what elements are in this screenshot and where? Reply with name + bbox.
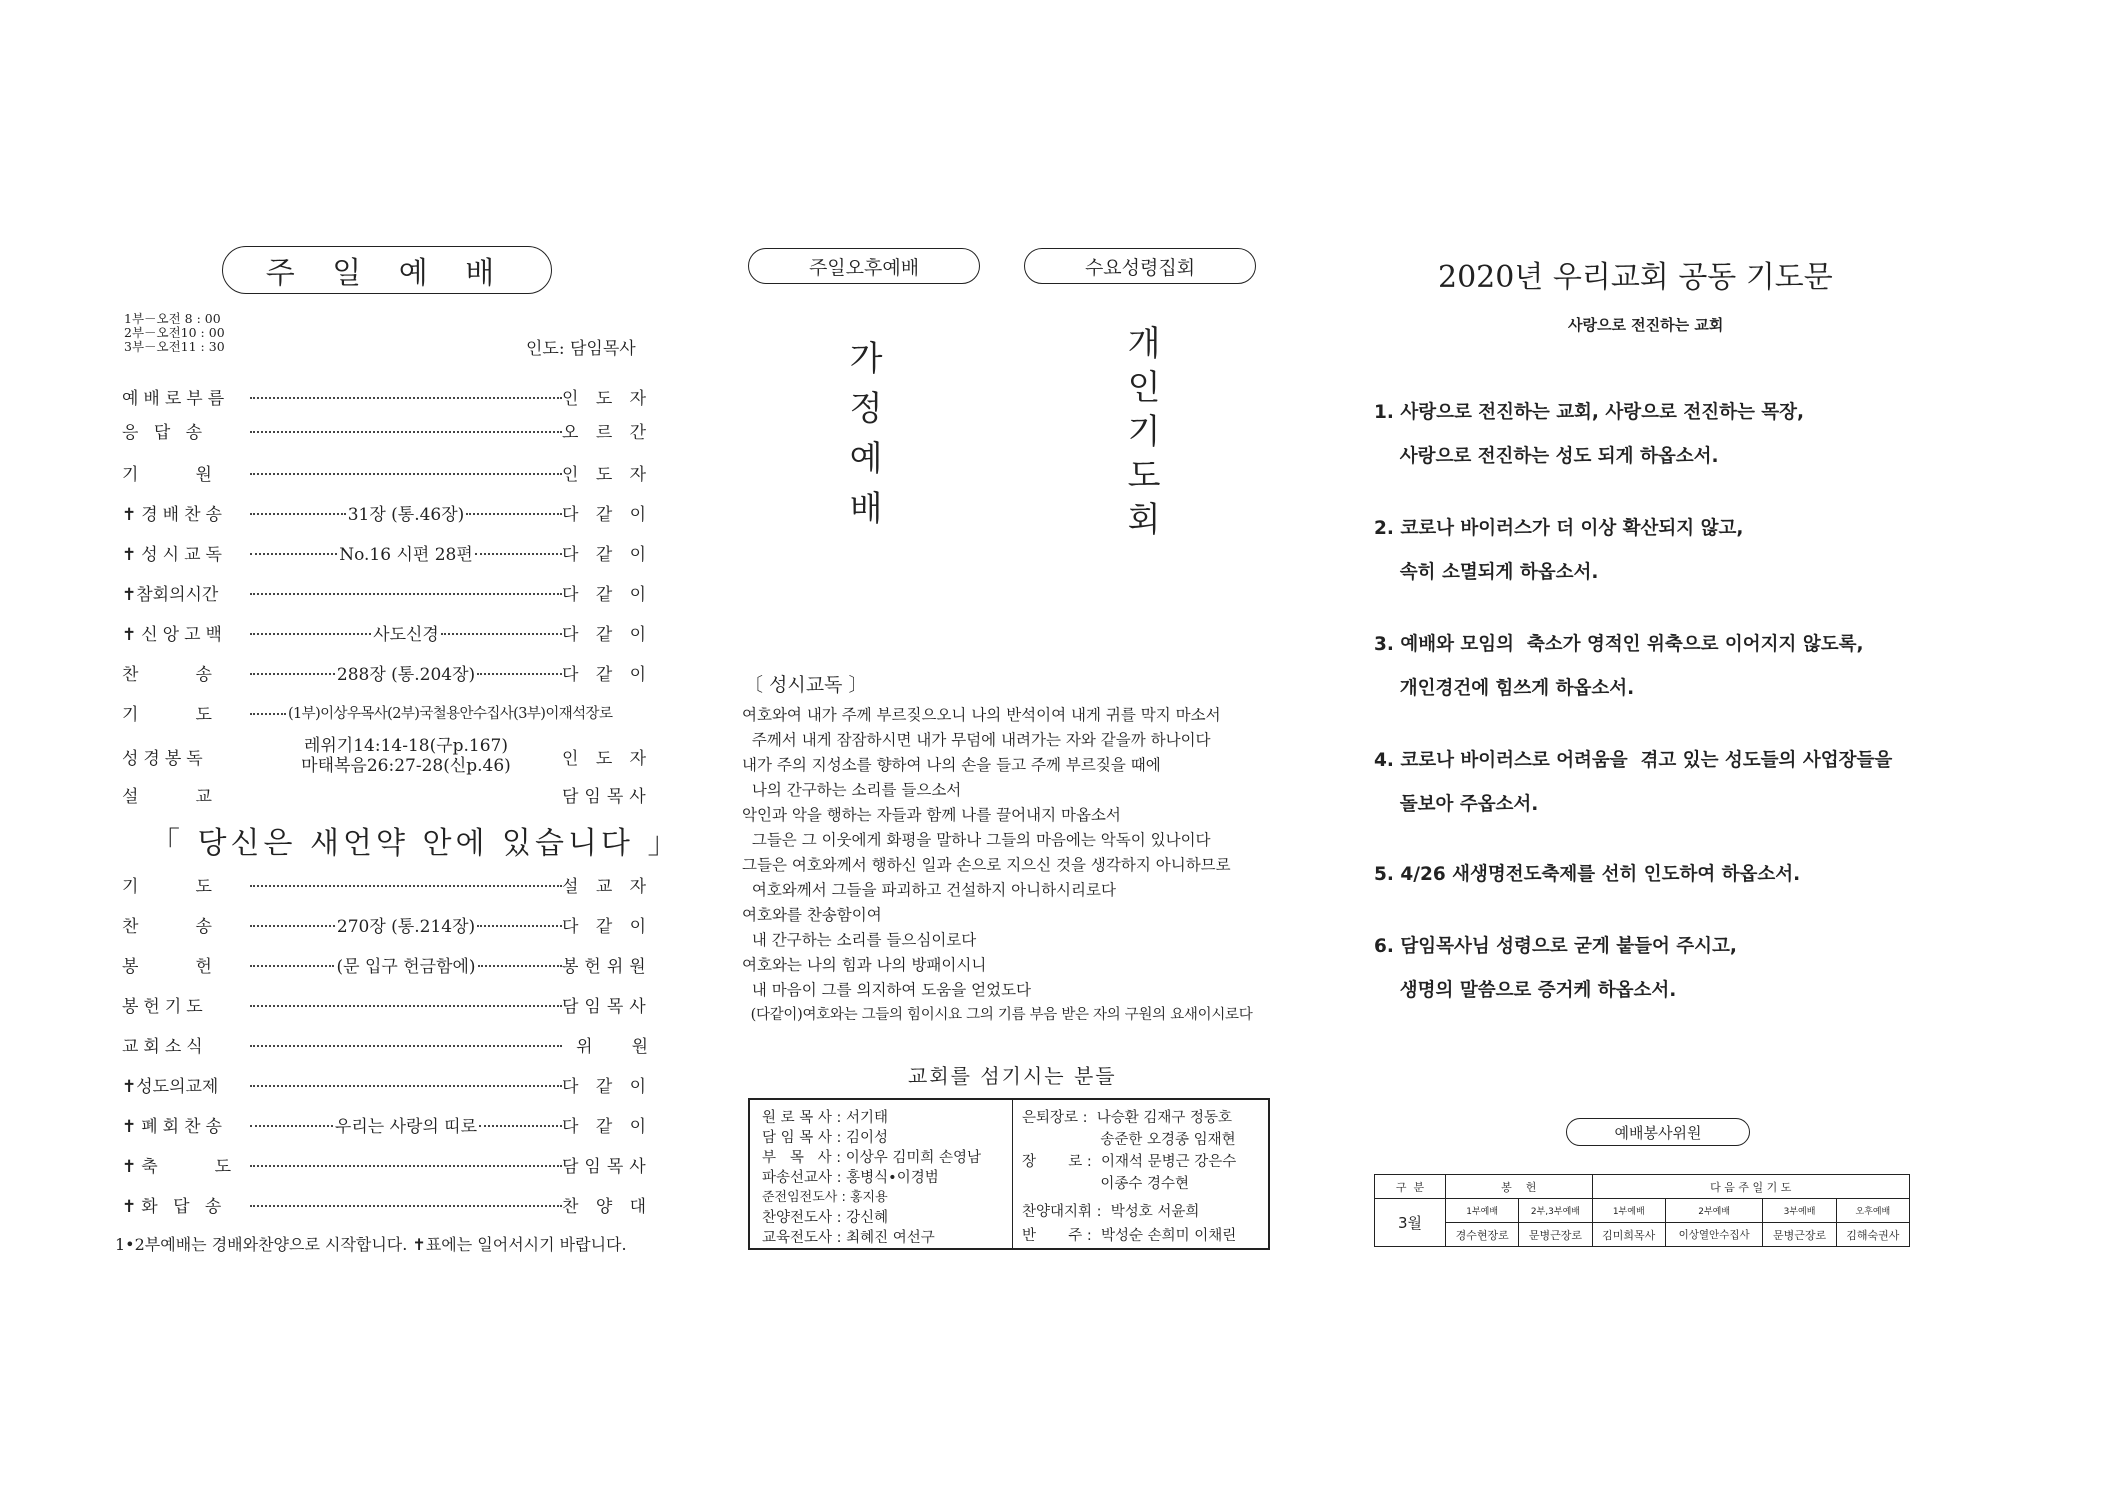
prayer-line: 4. 코로나 바이러스로 어려움을 겪고 있는 성도들의 사업장들을 <box>1374 750 1893 771</box>
table-cell: 문병근장로 <box>1763 1223 1836 1247</box>
staff-right-line: 은퇴장로 : 나승환 김재구 정동호 <box>1022 1110 1233 1126</box>
table-cell: 김해숙권사 <box>1836 1223 1909 1247</box>
service-time: 3부－오전11 : 30 <box>124 339 225 354</box>
table-cell: 김미희목사 <box>1592 1223 1665 1247</box>
prayer-line: 6. 담임목사님 성령으로 굳게 붙들어 주시고, <box>1374 936 1737 957</box>
order-label: ✝경배찬송 <box>122 504 227 525</box>
staff-left-line: 담 임 목 사 : 김이성 <box>762 1130 888 1146</box>
prayer-line: 돌보아 주옵소서. <box>1374 794 1539 815</box>
service-time: 2부－오전10 : 00 <box>124 325 225 340</box>
order-role: 다 같 이 <box>562 544 653 565</box>
order-role: 오 르 간 <box>562 422 653 443</box>
service-committee-title <box>1566 1118 1750 1146</box>
order-row <box>122 1028 650 1060</box>
table-header: 봉 헌 <box>1446 1175 1593 1199</box>
prayer-line: 5. 4/26 새생명전도축제를 선히 인도하여 하옵소서. <box>1374 864 1801 885</box>
service-time: 1부－오전 8 : 00 <box>124 311 221 326</box>
service-committee-table <box>1374 1174 1910 1247</box>
order-content: No.16 시편 28편 <box>339 544 473 565</box>
order-row <box>122 1068 653 1100</box>
scripture-nt: 마태복음26:27-28(신p.46) <box>301 756 511 776</box>
order-role: 인 도 자 <box>562 464 653 485</box>
order-row <box>122 1188 653 1220</box>
table-header: 다 음 주 일 기 도 <box>1592 1175 1909 1199</box>
order-label: 기 원 <box>122 464 217 485</box>
reading-line: 나의 간구하는 소리를 들으소서 <box>742 781 962 799</box>
table-cell: 경수현장로 <box>1446 1223 1519 1247</box>
wednesday-service-title <box>1024 248 1256 284</box>
order-label: ✝화 답 송 <box>122 1196 227 1217</box>
order-row <box>122 616 653 648</box>
order-row <box>122 1108 653 1140</box>
staff-left-line: 찬양전도사 : 강신혜 <box>762 1210 889 1226</box>
order-row <box>122 414 653 446</box>
service-times <box>124 312 225 354</box>
order-label: 찬 송 <box>122 664 217 685</box>
afternoon-service-title-text: 주일오후예배 <box>808 256 920 279</box>
order-content: 288장 (통.204장) <box>336 664 476 685</box>
staff-left-line: 교육전도사 : 최혜진 여선구 <box>762 1230 935 1246</box>
table-subheader: 2부,3부예배 <box>1519 1199 1592 1223</box>
staff-left-line: 원 로 목 사 : 서기태 <box>762 1110 888 1126</box>
reading-line: 여호와를 찬송함이여 <box>742 906 882 924</box>
reading-line: 내 간구하는 소리를 들으심이로다 <box>742 931 977 949</box>
order-row <box>122 536 653 568</box>
afternoon-service-title <box>748 248 980 284</box>
prayer-title: 2020년 우리교회 공동 기도문 <box>1438 260 1833 295</box>
order-role: 다 같 이 <box>562 504 653 525</box>
staff-left-line: 파송선교사 : 홍병식•이경범 <box>762 1170 939 1186</box>
order-label: 성경봉독 <box>122 748 208 769</box>
order-role: 다 같 이 <box>562 664 653 685</box>
prayer-line: 1. 사랑으로 전진하는 교회, 사랑으로 전진하는 목장, <box>1374 402 1805 423</box>
order-label: 설 교 <box>122 786 217 807</box>
service-leader: 인도: 담임목사 <box>526 339 636 359</box>
order-role: 다 같 이 <box>562 624 653 645</box>
order-label: ✝축 도 <box>122 1156 237 1177</box>
order-role: 인 도 자 <box>562 748 653 769</box>
table-subheader: 1부예배 <box>1446 1199 1519 1223</box>
order-content: (문 입구 헌금함에) <box>336 956 476 977</box>
wednesday-vertical-text: 개인기도회 <box>1127 324 1161 540</box>
reading-line: (다같이)여호와는 그들의 힘이시요 그의 기름 부음 받은 자의 구원의 요새이시로다 <box>742 1007 1253 1023</box>
order-row <box>122 496 653 528</box>
order-role: 담임목사 <box>562 996 652 1017</box>
prayer-line: 2. 코로나 바이러스가 더 이상 확산되지 않고, <box>1374 518 1744 539</box>
prayer-line: 3. 예배와 모임의 축소가 영적인 위축으로 이어지지 않도록, <box>1374 634 1864 655</box>
order-label: ✝성시교독 <box>122 544 227 565</box>
order-label: 기 도 <box>122 704 217 725</box>
prayer-line: 사랑으로 전진하는 성도 되게 하옵소서. <box>1374 446 1719 467</box>
order-row <box>122 778 650 810</box>
table-subheader: 오후예배 <box>1836 1199 1909 1223</box>
order-role: 담임목사 <box>562 1156 652 1177</box>
reading-line: 내가 주의 지성소를 향하여 나의 손을 들고 주께 부르짖을 때에 <box>742 756 1161 774</box>
order-row <box>122 456 653 488</box>
order-row <box>122 988 650 1020</box>
order-row <box>122 576 653 608</box>
sunday-service-title <box>222 246 552 294</box>
order-row <box>122 1148 650 1180</box>
order-content: 270장 (통.214장) <box>336 916 476 937</box>
table-cell: 이상열안수집사 <box>1665 1223 1763 1247</box>
staff-title: 교회를 섬기시는 분들 <box>908 1064 1117 1088</box>
order-role: 다 같 이 <box>562 1116 653 1137</box>
reading-line: 주께서 내게 잠잠하시면 내가 무덤에 내려가는 자와 같을까 하나이다 <box>742 731 1211 749</box>
reading-line: 그들은 그 이웃에게 화평을 말하나 그들의 마음에는 악독이 있나이다 <box>742 831 1211 849</box>
order-row <box>122 736 653 776</box>
afternoon-vertical-text: 가정예배 <box>849 339 883 529</box>
staff-left-line: 부 목 사 : 이상우 김미희 손영남 <box>762 1150 982 1166</box>
prayer-subtitle: 사랑으로 전진하는 교회 <box>1568 316 1724 334</box>
sunday-service-title-text: 주 일 예 배 <box>265 256 509 291</box>
order-role: 봉헌위원 <box>562 956 652 977</box>
order-role: 인 도 자 <box>562 388 653 409</box>
order-row <box>122 908 653 940</box>
order-label: 응 답 송 <box>122 422 208 443</box>
order-content: 31장 (통.46장) <box>347 504 465 525</box>
table-subheader: 2부예배 <box>1665 1199 1763 1223</box>
table-subheader: 3부예배 <box>1763 1199 1836 1223</box>
order-role: 다 같 이 <box>562 584 653 605</box>
staff-right-line: 찬양대지휘 : 박성호 서윤희 <box>1022 1204 1200 1220</box>
staff-right-line: 반 주 : 박성순 손희미 이채린 <box>1022 1228 1237 1244</box>
reading-line: 악인과 악을 행하는 자들과 함께 나를 끌어내지 마옵소서 <box>742 806 1121 824</box>
order-label: ✝참회의시간 <box>122 584 219 605</box>
reading-line: 여호와께서 그들을 파괴하고 건설하지 아니하시리로다 <box>742 881 1116 899</box>
reading-line: 여호와는 나의 힘과 나의 방패이시니 <box>742 956 987 974</box>
order-role: 위 원 <box>576 1036 650 1057</box>
order-row <box>122 868 653 900</box>
reading-line: 내 마음이 그를 의지하여 도움을 얻었도다 <box>742 981 1032 999</box>
order-row <box>122 656 653 688</box>
order-content: 우리는 사랑의 띠로 <box>334 1116 478 1137</box>
order-role: 담임목사 <box>562 786 652 807</box>
sermon-title: 「 당신은 새언약 안에 있습니다 」 <box>150 826 682 861</box>
staff-right-line: 송준한 오경종 임재현 <box>1022 1132 1236 1148</box>
table-cell: 문병근장로 <box>1519 1223 1592 1247</box>
order-role: 다 같 이 <box>562 1076 653 1097</box>
order-label: ✝신앙고백 <box>122 624 227 645</box>
table-month: 3월 <box>1375 1199 1446 1247</box>
prayer-line: 생명의 말씀으로 증거케 하옵소서. <box>1374 980 1677 1001</box>
staff-divider <box>1012 1100 1013 1248</box>
reading-title: 〔 성시교독 〕 <box>744 674 868 696</box>
scripture-ot: 레위기14:14-18(구p.167) <box>303 736 509 756</box>
order-role: 설 교 자 <box>562 876 653 897</box>
order-content: (1부)이상우목사(2부)국철용안수집사(3부)이재석장로 <box>288 705 613 722</box>
reading-line: 여호와여 내가 주께 부르짖으오니 나의 반석이여 내게 귀를 막지 마소서 <box>742 706 1221 724</box>
reading-line: 그들은 여호와께서 행하신 일과 손으로 지으신 것을 생각하지 아니하므로 <box>742 856 1231 874</box>
order-label: ✝폐회찬송 <box>122 1116 227 1137</box>
table-subheader: 1부예배 <box>1592 1199 1665 1223</box>
wednesday-service-title-text: 수요성령집회 <box>1084 256 1196 279</box>
prayer-line: 속히 소멸되게 하옵소서. <box>1374 562 1599 583</box>
prayer-line: 개인경건에 힘쓰게 하옵소서. <box>1374 678 1635 699</box>
table-header: 구 분 <box>1375 1175 1446 1199</box>
staff-right-line: 장 로 : 이재석 문병근 강은수 <box>1022 1154 1237 1170</box>
order-label: 교회소식 <box>122 1036 208 1057</box>
order-content: 사도신경 <box>373 624 439 645</box>
order-label: 기 도 <box>122 876 217 897</box>
staff-left-line: 준전임전도사 : 홍지용 <box>762 1190 888 1205</box>
staff-box <box>748 1098 1270 1250</box>
order-row <box>122 380 653 412</box>
order-label: 찬 송 <box>122 916 217 937</box>
order-label: ✝성도의교제 <box>122 1076 219 1097</box>
order-row <box>122 948 650 980</box>
order-role: 다 같 이 <box>562 916 653 937</box>
order-label: 봉 헌 <box>122 956 217 977</box>
order-label: 봉헌기도 <box>122 996 208 1017</box>
order-role: 찬 양 대 <box>562 1196 653 1217</box>
staff-right-line: 이종수 경수현 <box>1022 1176 1190 1192</box>
order-label: 예배로부름 <box>122 388 230 409</box>
worship-footnote: 1•2부예배는 경배와찬양으로 시작합니다. ✝표에는 일어서시기 바랍니다. <box>115 1235 627 1254</box>
order-row <box>122 696 656 728</box>
service-committee-title-text: 예배봉사위원 <box>1614 1123 1702 1142</box>
